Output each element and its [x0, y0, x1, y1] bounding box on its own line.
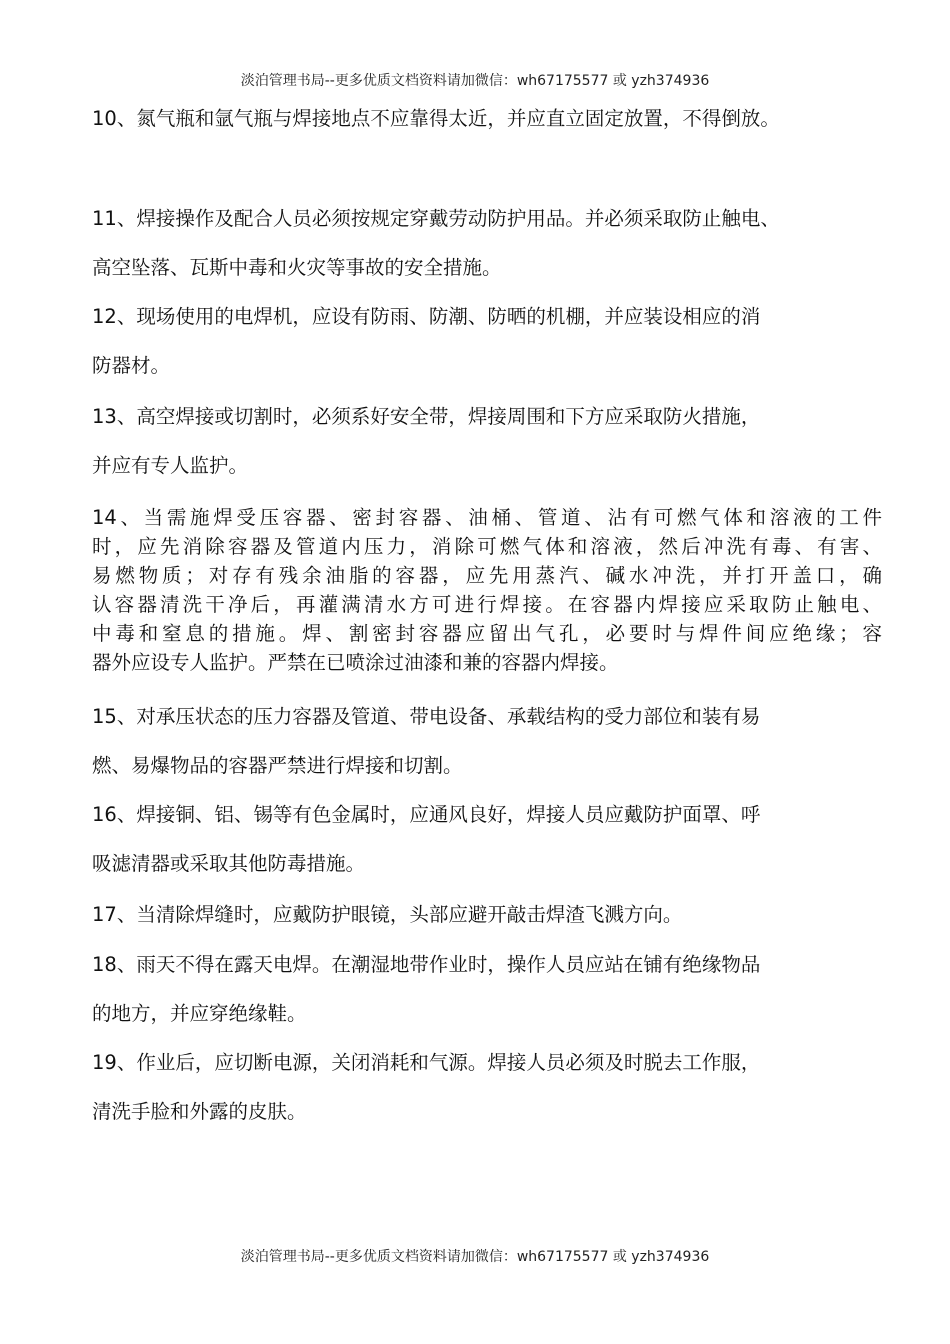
text-line: 时，应先消除容器及管道内压力，消除可燃气体和溶液，然后冲洗有毒、有害、	[92, 535, 882, 558]
rule-item-10	[92, 105, 882, 133]
text-line: 的地方，并应穿绝缘鞋。	[92, 1002, 307, 1025]
text-line: 燃、易爆物品的容器严禁进行焊接和切割。	[92, 754, 463, 777]
text-line: 19、作业后，应切断电源，关闭消耗和气源。焊接人员必须及时脱去工作服，	[92, 1051, 761, 1074]
rule-item-16	[92, 801, 882, 878]
text-line: 14、当需施焊受压容器、密封容器、油桶、管道、沾有可燃气体和溶液的工件	[92, 506, 882, 529]
text-line: 12、现场使用的电焊机，应设有防雨、防潮、防晒的机棚，并应装设相应的消	[92, 305, 761, 328]
text-line: 清洗手脸和外露的皮肤。	[92, 1100, 307, 1123]
text-line: 器外应设专人监护。严禁在已喷涂过油漆和兼的容器内焊接。	[92, 651, 619, 674]
text-line: 13、高空焊接或切割时，必须系好安全带，焊接周围和下方应采取防火措施，	[92, 405, 761, 428]
text-line: 高空坠落、瓦斯中毒和火灾等事故的安全措施。	[92, 256, 502, 279]
text-line: 易燃物质；对存有残余油脂的容器，应先用蒸汽、碱水冲洗，并打开盖口，确	[92, 564, 882, 587]
rule-item-11	[92, 205, 882, 282]
text-line: 15、对承压状态的压力容器及管道、带电设备、承载结构的受力部位和装有易	[92, 705, 761, 728]
text-line: 吸滤清器或采取其他防毒措施。	[92, 852, 366, 875]
text-line: 11、焊接操作及配合人员必须按规定穿戴劳动防护用品。并必须采取防止触电、	[92, 207, 780, 230]
rule-item-14	[92, 503, 882, 677]
text-line: 认容器清洗干净后，再灌满清水方可进行焊接。在容器内焊接应采取防止触电、	[92, 593, 882, 616]
text-line: 10、氮气瓶和氩气瓶与焊接地点不应靠得太近，并应直立固定放置，不得倒放。	[92, 107, 780, 130]
text-line: 防器材。	[92, 354, 171, 377]
text-line: 16、焊接铜、铝、锡等有色金属时，应通风良好，焊接人员应戴防护面罩、呼	[92, 803, 761, 826]
text-line: 18、雨天不得在露天电焊。在潮湿地带作业时，操作人员应站在铺有绝缘物品	[92, 953, 761, 976]
text-line: 17、当清除焊缝时，应戴防护眼镜，头部应避开敲击焊渣飞溅方向。	[92, 903, 683, 926]
page-header-watermark: 淡泊管理书局--更多优质文档资料请加微信：wh67175577 或 yzh374936	[240, 73, 710, 89]
rule-item-18	[92, 951, 882, 1028]
page-footer-watermark: 淡泊管理书局--更多优质文档资料请加微信：wh67175577 或 yzh374936	[240, 1249, 710, 1265]
rule-item-17	[92, 901, 882, 929]
text-line: 并应有专人监护。	[92, 454, 249, 477]
rule-item-19	[92, 1049, 882, 1126]
text-line: 中毒和窒息的措施。焊、割密封容器应留出气孔，必要时与焊件间应绝缘；容	[92, 622, 882, 645]
rule-item-12	[92, 303, 882, 380]
rule-item-13	[92, 403, 882, 480]
rule-item-15	[92, 703, 882, 780]
